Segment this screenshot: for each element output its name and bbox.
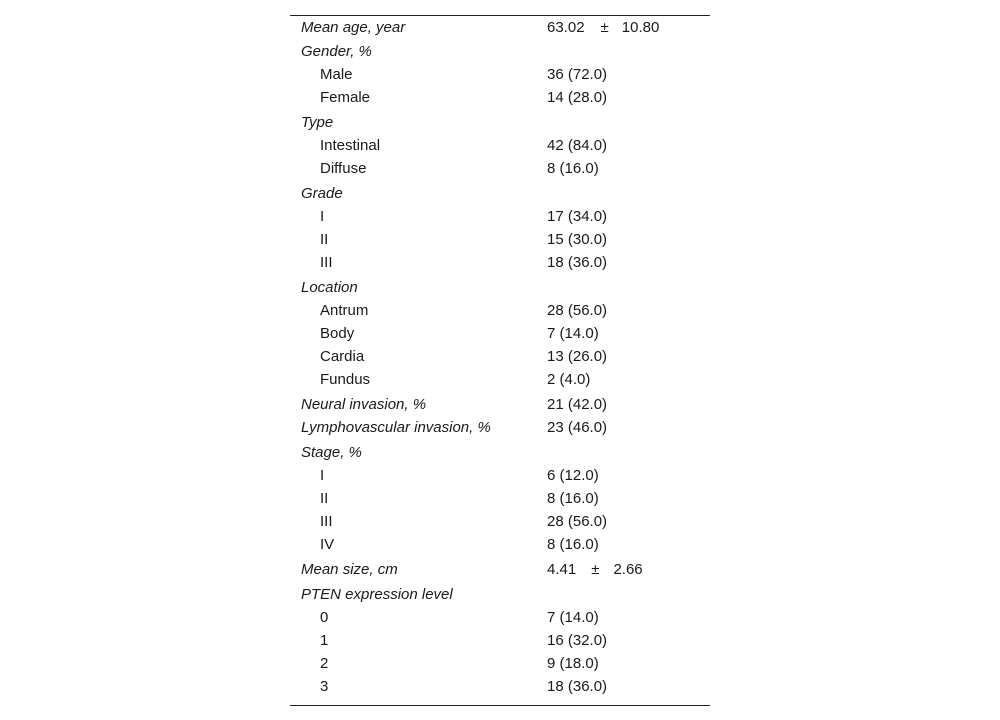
table-row-grade-header [290, 183, 710, 205]
mean-size-sd: 2.66 [613, 561, 643, 578]
table-row [290, 534, 710, 556]
table-row [290, 511, 710, 533]
row-label-pten: PTEN expression level [301, 586, 453, 603]
row-value-body: 7 (14.0) [547, 325, 599, 342]
row-label-body: Body [320, 325, 355, 342]
table-row-location-header [290, 277, 710, 299]
table-row-type-header [290, 112, 710, 134]
row-label-fundus: Fundus [320, 371, 371, 388]
row-label-grade-i: I [320, 208, 325, 225]
row-value-male: 36 (72.0) [547, 66, 608, 83]
table-row [290, 64, 710, 86]
row-label-grade-ii: II [320, 231, 329, 248]
table-row [290, 300, 710, 322]
table-row-lymphovascular-invasion [290, 417, 710, 439]
row-label-stage: Stage, % [301, 444, 362, 461]
table-row [290, 206, 710, 228]
row-value-intestinal: 42 (84.0) [547, 137, 608, 154]
row-value-grade-i: 17 (34.0) [547, 208, 608, 225]
row-value-diffuse: 8 (16.0) [547, 160, 599, 177]
row-value-neural-invasion: 21 (42.0) [547, 396, 608, 413]
row-label-location: Location [301, 279, 358, 296]
row-label-gender: Gender, % [301, 43, 372, 60]
row-value-stage-ii: 8 (16.0) [547, 490, 599, 507]
table-row-neural-invasion [290, 394, 710, 416]
table-row-stage-header [290, 442, 710, 464]
row-value-mean-size [547, 559, 643, 581]
row-value-stage-iv: 8 (16.0) [547, 536, 599, 553]
table-row [290, 465, 710, 487]
plus-minus-sign: ± [600, 19, 609, 36]
row-value-mean-age [547, 17, 659, 39]
row-label-stage-i: I [320, 467, 325, 484]
row-label-pten-1: 1 [320, 632, 329, 649]
table-row [290, 676, 710, 698]
row-value-pten-3: 18 (36.0) [547, 678, 608, 695]
row-label-intestinal: Intestinal [320, 137, 381, 154]
row-label-pten-2: 2 [320, 655, 329, 672]
table-row [290, 229, 710, 251]
row-label-mean-age: Mean age, year [301, 19, 406, 36]
row-label-pten-3: 3 [320, 678, 329, 695]
table-row [290, 369, 710, 391]
table-row [290, 488, 710, 510]
row-label-stage-iii: III [320, 513, 333, 530]
row-value-stage-i: 6 (12.0) [547, 467, 599, 484]
table-row-mean-size [290, 559, 710, 581]
table-row [290, 607, 710, 629]
mean-age-mean: 63.02 [547, 19, 585, 36]
row-label-antrum: Antrum [320, 302, 369, 319]
row-label-stage-iv: IV [320, 536, 335, 553]
row-value-female: 14 (28.0) [547, 89, 608, 106]
mean-size-mean: 4.41 [547, 561, 577, 578]
row-label-diffuse: Diffuse [320, 160, 367, 177]
table-row [290, 653, 710, 675]
table-row [290, 135, 710, 157]
table-row [290, 252, 710, 274]
row-value-stage-iii: 28 (56.0) [547, 513, 608, 530]
characteristics-table [290, 15, 710, 706]
row-label-neural-invasion: Neural invasion, % [301, 396, 427, 413]
row-value-cardia: 13 (26.0) [547, 348, 608, 365]
row-value-fundus: 2 (4.0) [547, 371, 591, 388]
row-value-pten-2: 9 (18.0) [547, 655, 599, 672]
row-label-pten-0: 0 [320, 609, 329, 626]
row-value-lymphovascular-invasion: 23 (46.0) [547, 419, 608, 436]
table-row [290, 630, 710, 652]
table-row [290, 158, 710, 180]
row-value-grade-ii: 15 (30.0) [547, 231, 608, 248]
row-value-pten-0: 7 (14.0) [547, 609, 599, 626]
mean-age-sd: 10.80 [621, 19, 660, 36]
plus-minus-sign: ± [591, 561, 600, 578]
row-label-cardia: Cardia [320, 348, 365, 365]
row-label-male: Male [320, 66, 353, 83]
table-row [290, 323, 710, 345]
row-label-grade-iii: III [320, 254, 333, 271]
row-value-antrum: 28 (56.0) [547, 302, 608, 319]
row-value-pten-1: 16 (32.0) [547, 632, 608, 649]
row-label-grade: Grade [301, 185, 343, 202]
row-value-grade-iii: 18 (36.0) [547, 254, 608, 271]
table-row-gender-header [290, 41, 710, 63]
row-label-female: Female [320, 89, 371, 106]
row-label-mean-size: Mean size, cm [301, 561, 398, 578]
table-row [290, 87, 710, 109]
row-label-stage-ii: II [320, 490, 329, 507]
row-label-type: Type [301, 114, 334, 131]
row-label-lymphovascular-invasion: Lymphovascular invasion, % [301, 419, 491, 436]
table-row-pten-header [290, 584, 710, 606]
table-row-mean-age [290, 17, 710, 39]
table-row [290, 346, 710, 368]
